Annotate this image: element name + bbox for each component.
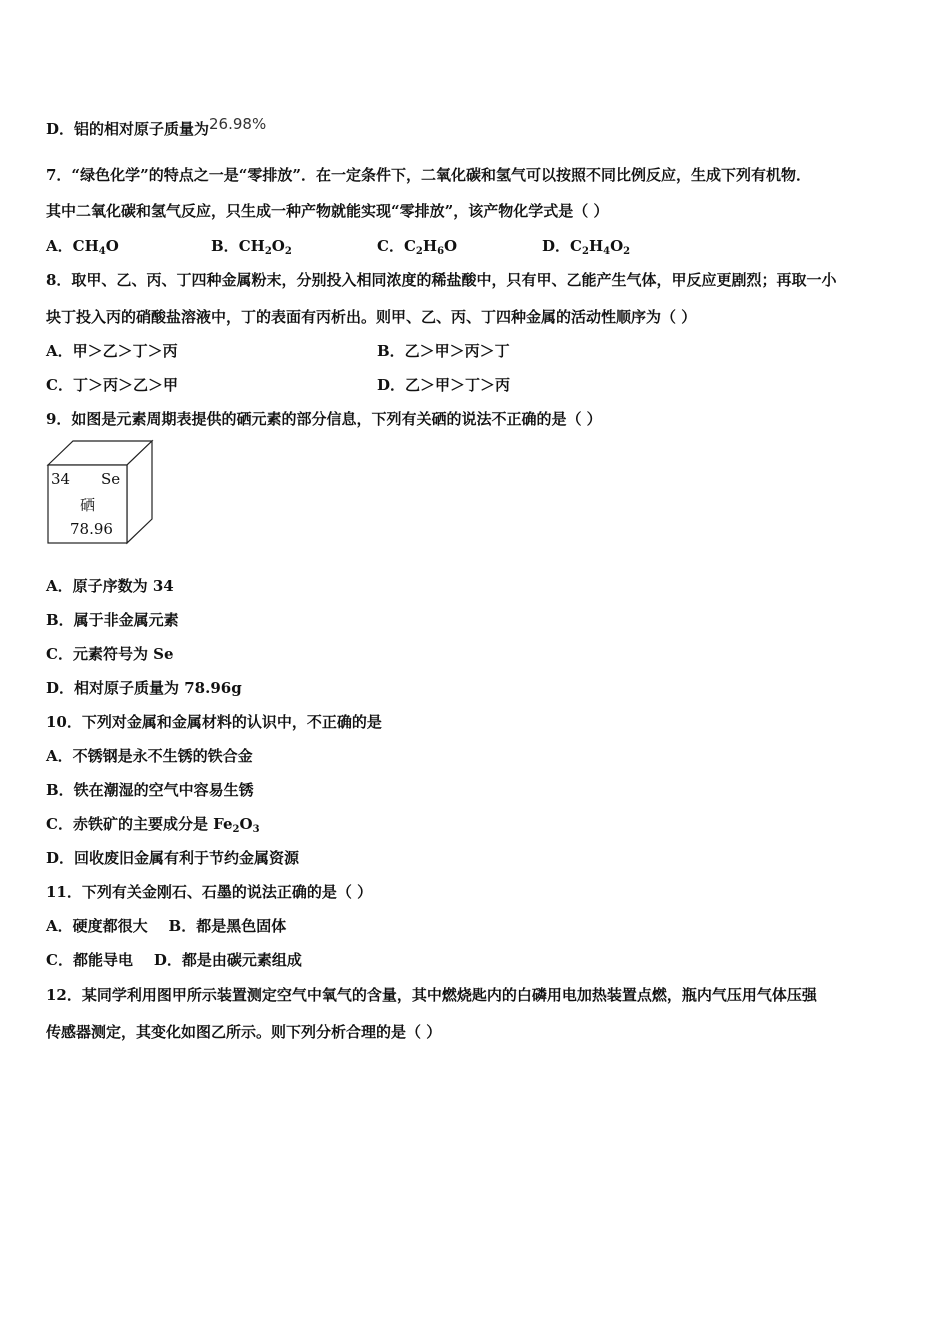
q9-option-b: B．属于非金属元素: [46, 611, 179, 629]
q9-option-c: C．元素符号为 Se: [46, 645, 174, 663]
formula-part: H: [422, 237, 438, 255]
q10-stem: 10．下列对金属和金属材料的认识中，不正确的是: [46, 713, 382, 731]
q8-option-b: B．乙＞甲＞丙＞丁: [377, 342, 510, 360]
q7-option-d: [542, 236, 630, 256]
q10-option-d: D．回收废旧金属有利于节约金属资源: [46, 849, 300, 867]
formula-part: O: [105, 237, 119, 255]
subscript: 2: [284, 246, 292, 257]
q8-option-d: D．乙＞甲＞丁＞丙: [377, 376, 511, 394]
element-name: 硒: [80, 496, 96, 514]
q8-option-c: C．丁＞丙＞乙＞甲: [46, 376, 178, 394]
q7-stem-line-1: 7．“绿色化学”的特点之一是“零排放”．在一定条件下，二氧化碳和氢气可以按照不同比例反应，生成下列有机物．: [46, 166, 811, 184]
q8-stem-line-1: 8．取甲、乙、丙、丁四种金属粉末，分别投入相同浓度的稀盐酸中，只有甲、乙能产生气体，甲反应更剧烈；再取一小: [46, 271, 837, 289]
formula-part: O: [444, 237, 458, 255]
q10-option-c-text: C．赤铁矿的主要成分是 Fe: [46, 815, 233, 833]
subscript: 6: [437, 246, 445, 257]
q6-option-d-text: D．铝的相对原子质量为: [46, 120, 210, 138]
q11-options-cd: C．都能导电 D．都是由碳元素组成: [46, 951, 302, 969]
subscript: 2: [232, 824, 240, 835]
q7-option-b-label: B．: [211, 237, 239, 255]
subscript: 4: [603, 246, 611, 257]
formula-part: O: [271, 237, 285, 255]
formula-part: O: [239, 815, 253, 833]
subscript: 2: [415, 246, 423, 257]
q7-option-d-formula: C: [570, 237, 582, 255]
q9-option-d: D．相对原子质量为 78.96g: [46, 679, 242, 697]
q7-option-a-formula: CH: [72, 237, 99, 255]
q7-option-d-label: D．: [542, 237, 571, 255]
subscript: 2: [264, 246, 272, 257]
q7-option-a-label: A．: [46, 237, 73, 255]
q10-option-a: A．不锈钢是永不生锈的铁合金: [46, 747, 253, 765]
q11-options-ab: A．硬度都很大 B．都是黑色固体: [46, 917, 287, 935]
q6-option-d-value: 26.98%: [209, 115, 267, 133]
q7-stem-line-2: 其中二氧化碳和氢气反应，只生成一种产物就能实现“零排放”，该产物化学式是（ ）: [46, 202, 609, 220]
subscript: 3: [252, 824, 260, 835]
q7-option-c-label: C．: [377, 237, 404, 255]
element-atomic-number: 34: [51, 470, 71, 488]
q6-option-d: [46, 114, 266, 139]
subscript: 4: [98, 246, 106, 257]
subscript: 2: [581, 246, 589, 257]
q8-stem-line-2: 块丁投入丙的硝酸盐溶液中，丁的表面有丙析出。则甲、乙、丙、丁四种金属的活动性顺序为（ ）: [46, 308, 697, 326]
q7-option-b-formula: CH: [238, 237, 265, 255]
q11-stem: 11．下列有关金刚石、石墨的说法正确的是（ ）: [46, 883, 373, 901]
q8-option-a: A．甲＞乙＞丁＞丙: [46, 342, 178, 360]
q12-stem-line-2: 传感器测定，其变化如图乙所示。则下列分析合理的是（ ）: [46, 1023, 442, 1041]
q12-stem-line-1: 12．某同学利用图甲所示装置测定空气中氧气的含量，其中燃烧匙内的白磷用电加热装置点燃，瓶内气压用气体压强: [46, 986, 817, 1004]
q7-option-c: [377, 236, 457, 256]
formula-part: H: [588, 237, 604, 255]
q7-option-b: [211, 236, 292, 256]
q9-option-a: A．原子序数为 34: [46, 577, 174, 595]
selenium-element-tile: [46, 438, 156, 548]
q7-option-c-formula: C: [403, 237, 416, 255]
q7-option-a: [46, 236, 119, 256]
element-symbol: Se: [101, 470, 121, 488]
q10-option-b: B．铁在潮湿的空气中容易生锈: [46, 781, 254, 799]
formula-part: O: [610, 237, 624, 255]
subscript: 2: [623, 246, 631, 257]
q9-stem: 9．如图是元素周期表提供的硒元素的部分信息，下列有关硒的说法不正确的是（ ）: [46, 410, 602, 428]
element-atomic-mass: 78.96: [70, 520, 113, 538]
q10-option-c: [46, 814, 260, 834]
